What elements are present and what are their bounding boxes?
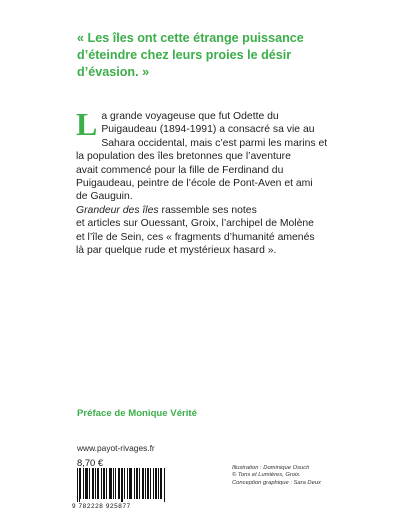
description-fragment: rassemble ses notes	[161, 204, 257, 216]
isbn-number: 9 782228 925877	[72, 503, 131, 510]
description-line: Puigaudeau, peintre de l’école de Pont-Aven et ami	[76, 178, 313, 190]
description-text	[76, 106, 338, 257]
description-line: et articles sur Ouessant, Groix, l’archipel de Molène	[76, 218, 314, 230]
description-line: avait commencé pour la fille de Ferdinand du	[76, 164, 284, 176]
description-line: la population des îles bretonnes que l’aventure	[76, 151, 291, 163]
description-line: et l’île de Sein, ces « fragments d’humanité amenés	[76, 231, 315, 243]
description-line-with-title	[76, 204, 338, 217]
credit-line: Conception graphique : Sara Deux	[232, 479, 321, 486]
description-line: de Gauguin.	[76, 191, 133, 203]
barcode-icon	[77, 468, 165, 506]
description-line: Puigaudeau (1894-1991) a consacré sa vie au	[101, 124, 315, 136]
drop-cap: L	[76, 106, 98, 142]
pull-quote-line: d’éteindre chez leurs proies le désir	[77, 48, 292, 62]
description-line: là par quelque rude et mystérieux hasard ».	[76, 245, 277, 257]
publisher-website: www.payot-rivages.fr	[77, 443, 155, 453]
pull-quote-line: « Les îles ont cette étrange puissance	[77, 31, 304, 45]
description-line: Sahara occidental, mais c’est parmi les marins et	[101, 137, 328, 149]
preface-credit: Préface de Monique Vérité	[77, 408, 197, 419]
credit-line: Illustration : Dominique Osuch	[232, 465, 310, 471]
image-credits	[232, 465, 362, 487]
price-label: 8,70 €	[77, 457, 104, 468]
pull-quote-line: d’évasion. »	[77, 65, 150, 79]
credit-line: © Tons et Lumières, Groix.	[232, 472, 301, 479]
description-line: a grande voyageuse que fut Odette du	[101, 111, 279, 122]
book-title: Grandeur des îles	[76, 204, 159, 216]
pull-quote	[77, 30, 357, 81]
